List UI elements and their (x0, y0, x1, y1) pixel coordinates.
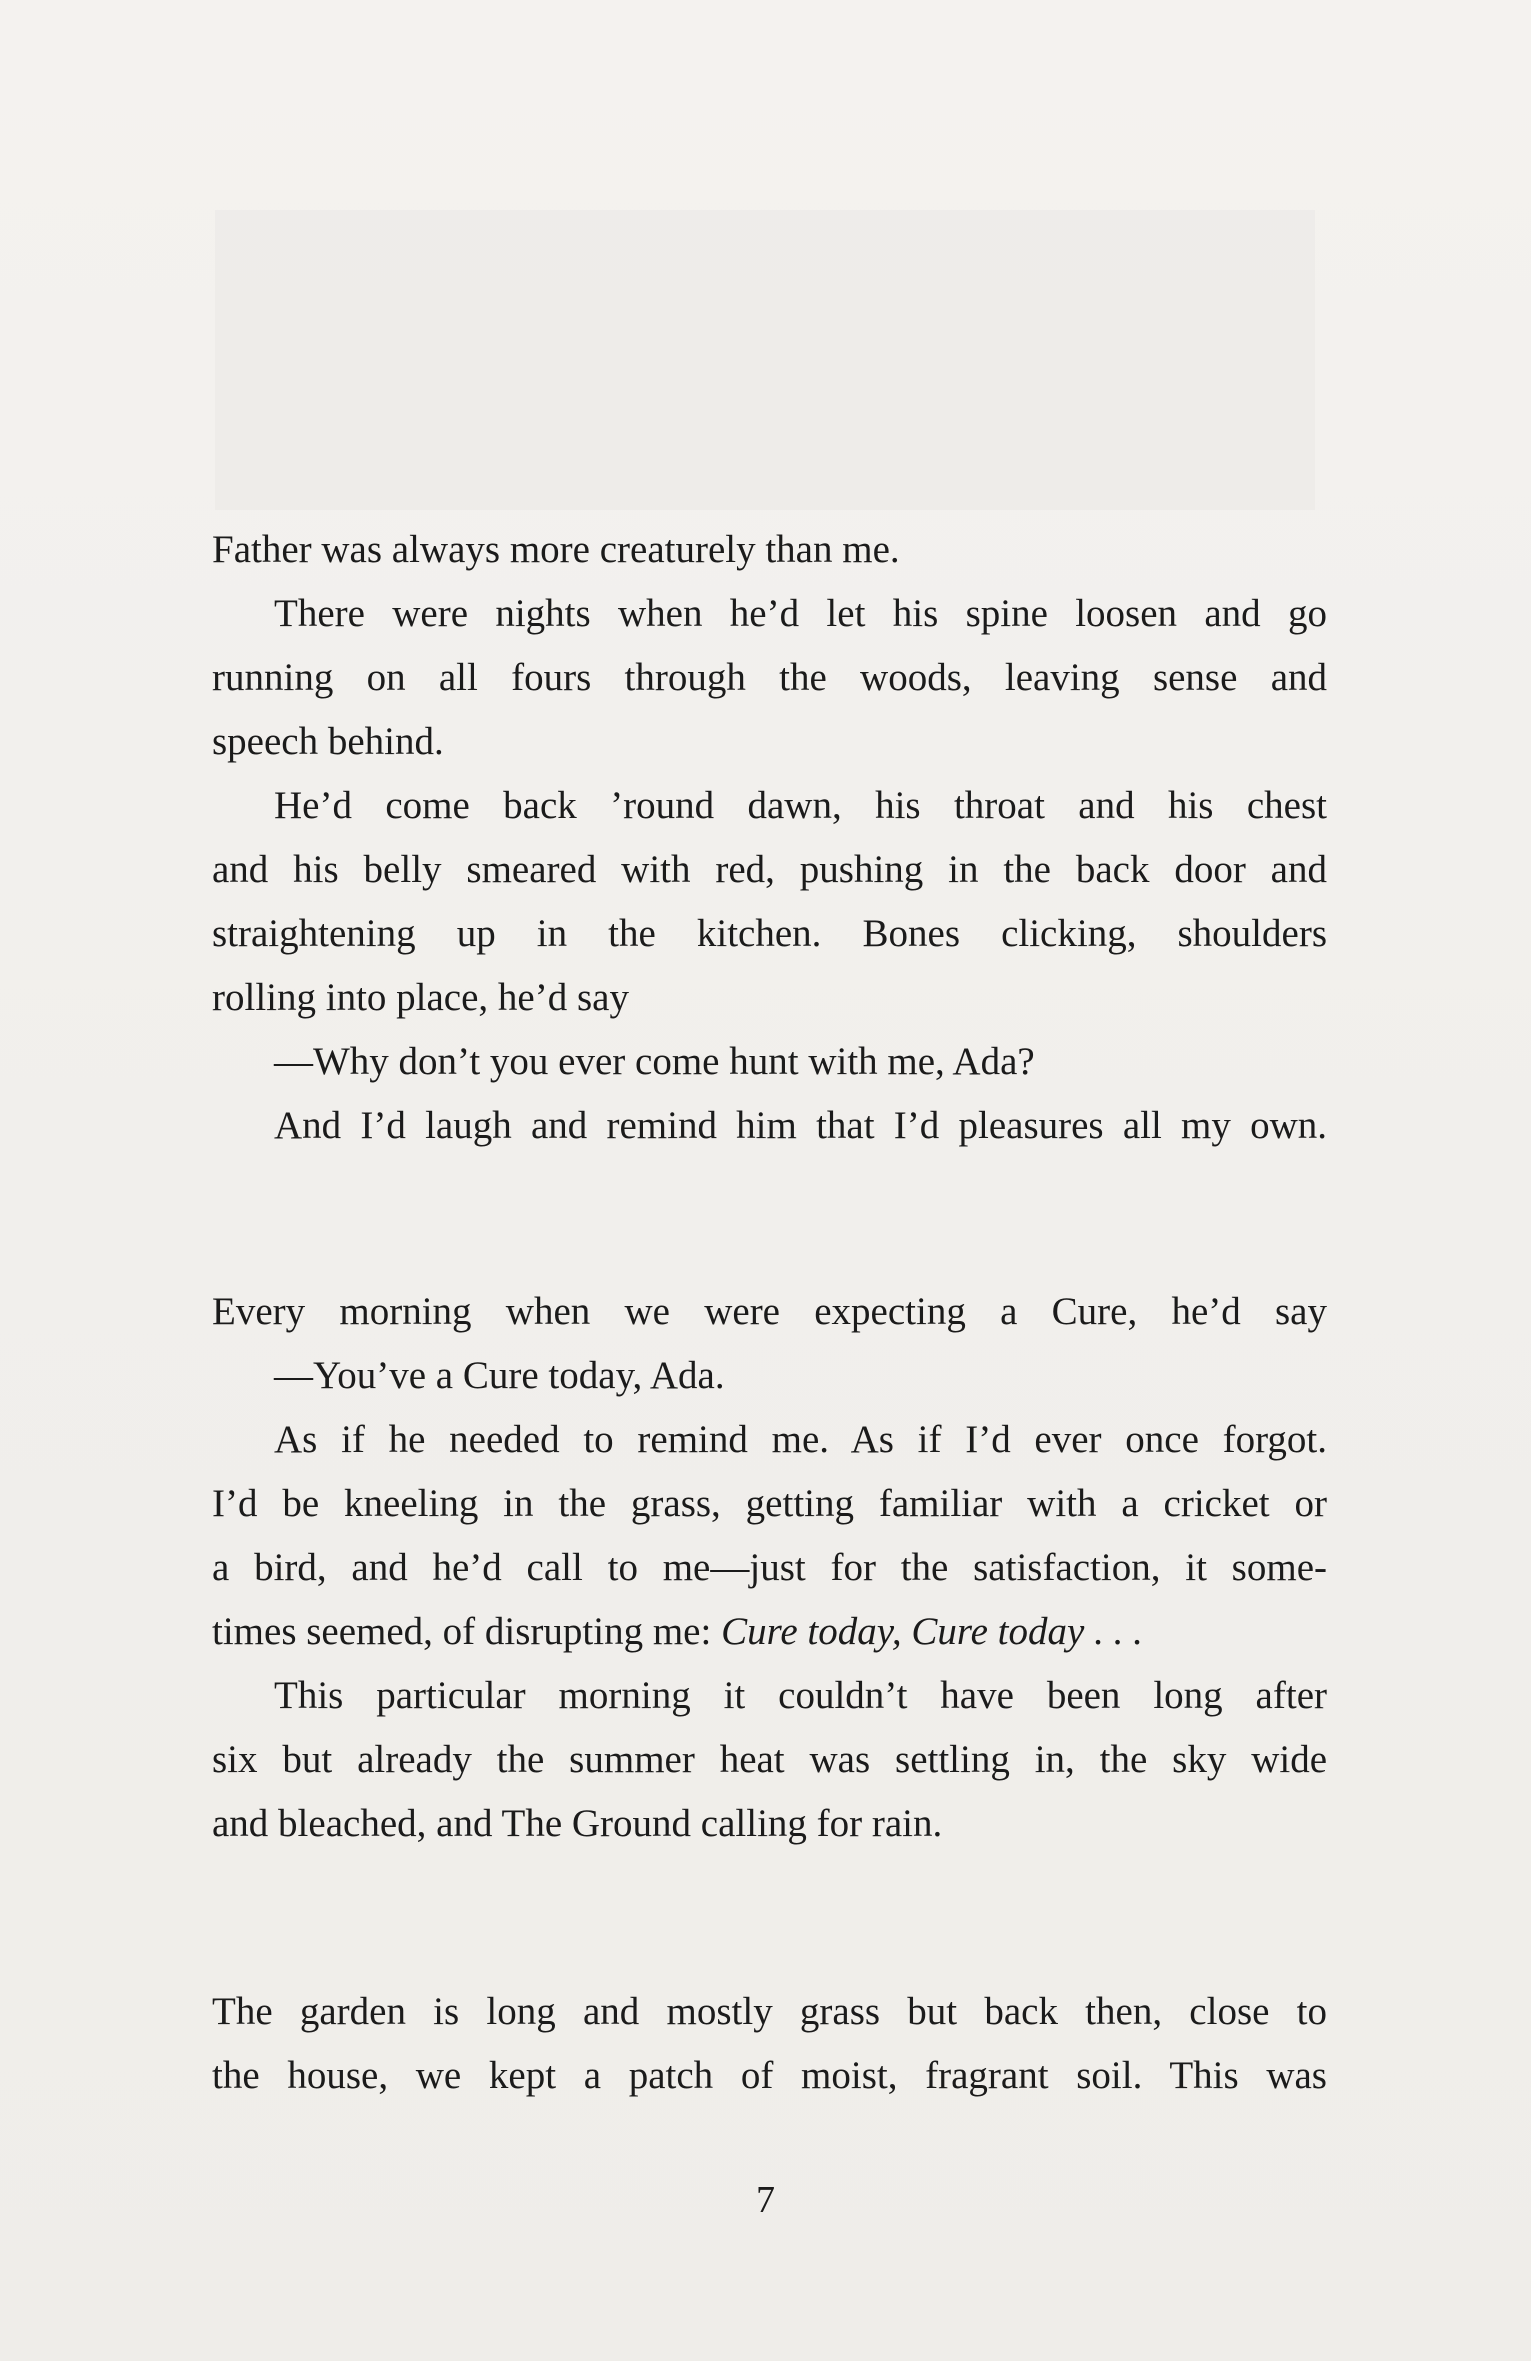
text-line: —Why don’t you ever come hunt with me, Ada? (274, 1040, 1035, 1083)
italic-phrase: Cure today, Cure today . . . (721, 1610, 1143, 1653)
text-line: the house, we kept a patch of moist, fragrant soil. This was (212, 2054, 1327, 2097)
text-line: and bleached, and The Ground calling for rain. (212, 1802, 943, 1845)
text-line: straightening up in the kitchen. Bones clicking, shoulders (212, 912, 1327, 955)
show-through-texture (215, 210, 1315, 510)
text-line: running on all fours through the woods, leaving sense and (212, 656, 1327, 699)
text-line: —You’ve a Cure today, Ada. (274, 1354, 725, 1397)
text-line: I’d be kneeling in the grass, getting familiar with a cricket or (212, 1482, 1327, 1525)
text-line-roman: times seemed, of disrupting me: (212, 1610, 722, 1653)
section-3 (212, 1980, 1327, 2108)
text-line: He’d come back ’round dawn, his throat and his chest (274, 784, 1327, 827)
section-2 (212, 1280, 1327, 1856)
text-line: speech behind. (212, 720, 444, 763)
text-line: six but already the summer heat was settling in, the sky wide (212, 1738, 1327, 1781)
text-line: rolling into place, he’d say (212, 976, 629, 1019)
text-line: The garden is long and mostly grass but back then, close to (212, 1990, 1327, 2033)
text-line (212, 1600, 1327, 1664)
text-line: Every morning when we were expecting a Cure, he’d say (212, 1290, 1327, 1333)
text-line: a bird, and he’d call to me—just for the satisfaction, it some- (212, 1546, 1327, 1589)
text-line: There were nights when he’d let his spine loosen and go (274, 592, 1327, 635)
section-1 (212, 518, 1327, 1158)
text-line: Father was always more creaturely than me. (212, 528, 900, 571)
text-line: and his belly smeared with red, pushing in the back door and (212, 848, 1327, 891)
text-line: And I’d laugh and remind him that I’d pleasures all my own. (274, 1104, 1327, 1147)
text-line: This particular morning it couldn’t have been long after (274, 1674, 1327, 1717)
page-number: 7 (756, 2179, 775, 2221)
text-line: As if he needed to remind me. As if I’d ever once forgot. (274, 1418, 1327, 1461)
